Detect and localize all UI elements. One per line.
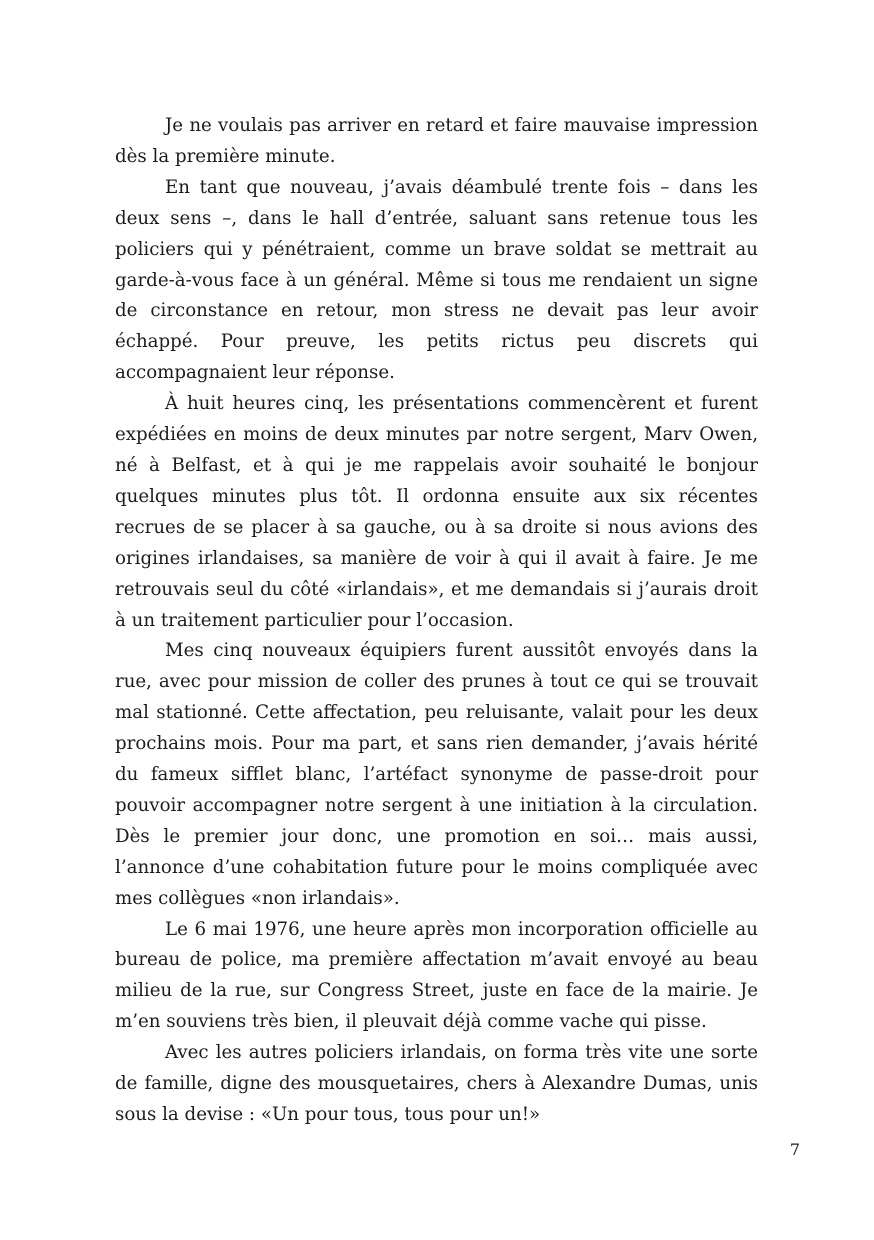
paragraph: Le 6 mai 1976, une heure après mon incorporation officielle au bureau de police, ma première affectation m’avait envoyé au beau milieu de la rue, sur Congress Street, juste en face de la mairie. Je m’en souviens très bien, il pleuvait déjà comme vache qui pisse. [115,918,758,1033]
paragraph: Je ne voulais pas arriver en retard et faire mauvaise impression dès la première minute. [115,115,758,167]
paragraph: En tant que nouveau, j’avais déambulé trente fois – dans les deux sens –, dans le hall d’entrée, saluant sans retenue tous les policiers qui y pénétraient, comme un brave soldat se mettrait au garde-à-vous face à un général. Même si tous me rendaient un signe de circonstance en retour, mon stress ne devait pas leur avoir échappé. Pour preuve, les petits rictus peu discrets qui accompagnaient leur réponse. [115,176,758,384]
paragraph: Avec les autres policiers irlandais, on forma très vite une sorte de famille, digne des mousquetaires, chers à Alexandre Dumas, unis sous la devise : «Un pour tous, tous pour un!» [115,1042,758,1125]
paragraph: Mes cinq nouveaux équipiers furent aussitôt envoyés dans la rue, avec pour mission de coller des prunes à tout ce qui se trouvait mal stationné. Cette affectation, peu reluisante, valait pour les deux prochains mois. Pour ma part, et sans rien demander, j’avais hérité du fameux sifflet blanc, l’artéfact synonyme de passe-droit pour pouvoir accompagner notre sergent à une initiation à la circulation. Dès le premier jour donc, une promotion en soi… mais aussi, l’annonce d’une cohabitation future pour le moins compliquée avec mes collègues «non irlandais». [115,640,758,909]
page-number: 7 [789,1140,800,1159]
paragraph: À huit heures cinq, les présentations commencèrent et furent expédiées en moins de deux minutes par notre sergent, Marv Owen, né à Belfast, et à qui je me rappelais avoir souhaité le bonjour quelques minutes plus tôt. Il ordonna ensuite aux six récentes recrues de se placer à sa gauche, ou à sa droite si nous avions des origines irlandaises, sa manière de voir à qui il avait à faire. Je me retrouvais seul du côté «irlandais», et me demandais si j’aurais droit à un traitement particulier pour l’occasion. [115,393,758,631]
page-body [115,111,758,1131]
